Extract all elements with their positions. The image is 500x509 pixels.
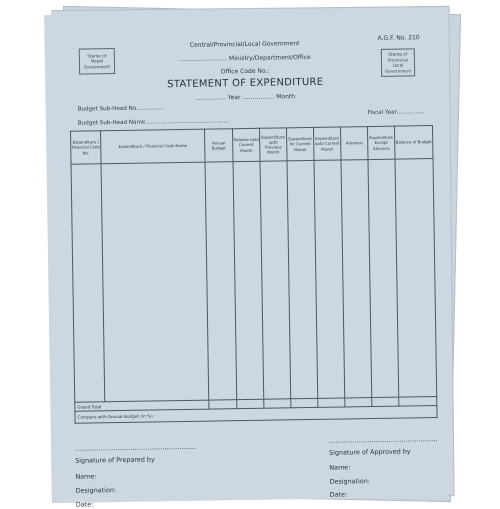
table-cell[interactable] bbox=[287, 160, 318, 398]
col-code-name: Expenditure / Financial Code Name bbox=[101, 129, 206, 164]
table-cell[interactable] bbox=[101, 162, 209, 402]
table-cell[interactable] bbox=[209, 400, 237, 409]
table-cell[interactable] bbox=[237, 399, 264, 408]
table-cell[interactable] bbox=[314, 160, 345, 398]
table-cell[interactable] bbox=[205, 162, 237, 400]
stamp-box-right bbox=[381, 48, 415, 77]
budget-sub-head-no: Budget Sub-Head No…………… bbox=[77, 105, 165, 113]
approved-signature-line: …………………………………………… bbox=[328, 435, 438, 445]
prepared-signature-title: Signature of Prepared by bbox=[75, 455, 155, 465]
government-line: Central/Provincial/Local Government bbox=[189, 40, 300, 49]
table-body-row bbox=[71, 159, 437, 403]
approved-date-label: Date: bbox=[329, 490, 348, 499]
compare-label: Compare with Annual Budget (In %) bbox=[75, 406, 437, 424]
col-annual-budget: Annual Budget bbox=[205, 129, 234, 162]
col-exp-upto-previous: Expenditure upto Previous Month bbox=[259, 128, 287, 161]
table-cell[interactable] bbox=[264, 399, 291, 408]
grand-total-label: Grand Total bbox=[75, 400, 209, 411]
prepared-name-label: Name: bbox=[75, 472, 97, 481]
table-cell[interactable] bbox=[233, 161, 264, 399]
approved-designation-label: Designation: bbox=[329, 477, 371, 486]
form-number: A.G.F. No. 210 bbox=[377, 34, 420, 42]
stamp-left-text: Stamp of Nepal Government bbox=[83, 52, 111, 70]
table-cell[interactable] bbox=[291, 398, 318, 407]
expenditure-table bbox=[70, 125, 438, 424]
col-exp-except-advance: Expenditure Except Advance bbox=[367, 126, 395, 159]
col-exp-upto-current: Expenditure upto Current Month bbox=[313, 127, 341, 160]
ministry-line: …………………… Ministry/Department/Office bbox=[179, 53, 311, 64]
budget-sub-head-name: Budget Sub-Head Name……………………………………… bbox=[77, 118, 230, 127]
table-cell[interactable] bbox=[260, 161, 291, 399]
table-cell[interactable] bbox=[372, 397, 399, 406]
form-title: STATEMENT OF EXPENDITURE bbox=[167, 76, 324, 91]
prepared-date-label: Date: bbox=[75, 500, 94, 509]
approved-name-label: Name: bbox=[329, 463, 351, 472]
expenditure-form-sheet bbox=[44, 9, 448, 509]
prepared-signature-line: ………………………………………………… bbox=[74, 442, 197, 453]
office-code-line: Office Code No.: bbox=[220, 67, 270, 76]
table-cell[interactable] bbox=[318, 398, 345, 407]
col-release-upto-current: Release upto Current Month bbox=[232, 128, 260, 161]
col-balance: Balance of Budget bbox=[394, 126, 433, 160]
table-cell[interactable] bbox=[368, 159, 399, 397]
table-cell[interactable] bbox=[345, 398, 372, 407]
prepared-designation-label: Designation: bbox=[75, 486, 117, 495]
col-advance: Advance bbox=[340, 127, 368, 160]
table-cell[interactable] bbox=[395, 159, 437, 398]
stamp-right-text: Stamp of Provincial Local Government bbox=[385, 51, 412, 74]
col-exp-current-month: Expenditure for Current Month bbox=[286, 127, 314, 160]
approved-signature-title: Signature of Approved by bbox=[329, 447, 411, 457]
year-month-line: …………… Year ……………. Month bbox=[195, 93, 296, 102]
stamp-box-left bbox=[79, 48, 115, 75]
col-code-no: Expenditure / Financial Code No. bbox=[71, 131, 102, 164]
fiscal-year: Fiscal Year…………… bbox=[367, 109, 425, 117]
table-cell[interactable] bbox=[71, 164, 105, 402]
table-cell[interactable] bbox=[341, 160, 372, 398]
